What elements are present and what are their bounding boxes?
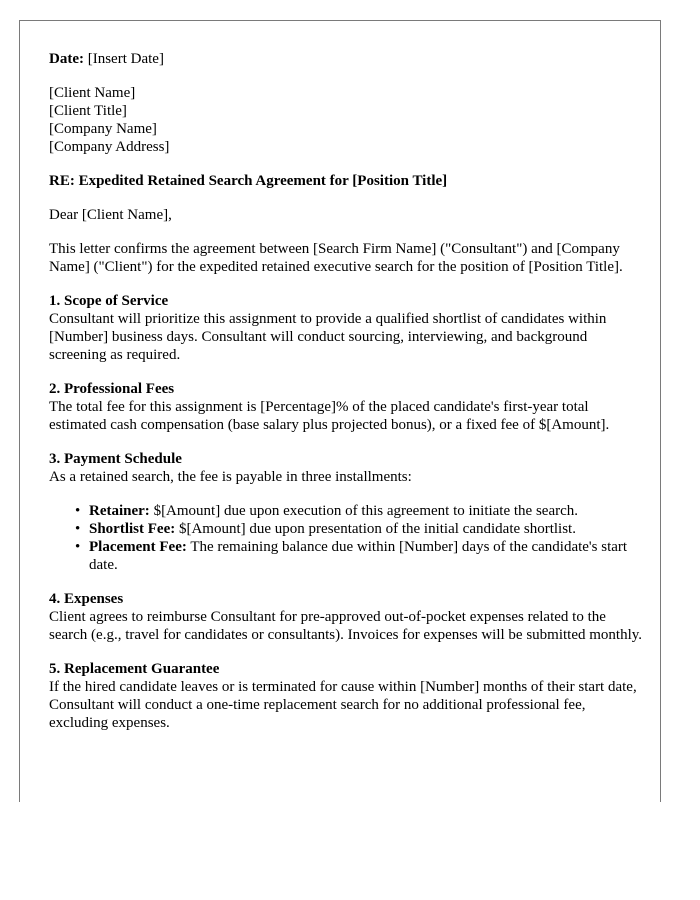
bullet-icon: • — [75, 521, 81, 537]
address-line-client-name: [Client Name] — [49, 85, 136, 101]
section-scope-of-service — [49, 292, 644, 364]
installment-list — [49, 502, 644, 574]
section-title: 5. Replacement Guarantee — [49, 661, 220, 677]
installment-text: $[Amount] due upon presentation of the initial candidate shortlist. — [175, 521, 576, 537]
section-body: The total fee for this assignment is [Percentage]% of the placed candidate's first-year total estimated cash compensation (base salary plus projected bonus), or a fixed fee of $[Amount]. — [49, 399, 610, 433]
section-replacement-guarantee — [49, 660, 644, 732]
intro-paragraph: This letter confirms the agreement between [Search Firm Name] ("Consultant") and [Company Name] ("Client") for the expedited retained executive search for the position of [Position Title]. — [49, 241, 623, 275]
list-item-retainer — [75, 502, 644, 520]
installment-term: Placement Fee: — [89, 539, 187, 555]
section-body: If the hired candidate leaves or is terminated for cause within [Number] months of their start date, Consultant will conduct a one-time replacement search for no additional professional fee, excluding expenses. — [49, 679, 637, 731]
address-line-company-address: [Company Address] — [49, 139, 170, 155]
list-item-shortlist-fee — [75, 520, 644, 538]
salutation: Dear [Client Name], — [49, 207, 172, 223]
section-title: 3. Payment Schedule — [49, 451, 182, 467]
installment-text: The remaining balance due within [Number] days of the candidate's start date. — [89, 539, 628, 573]
address-line-client-title: [Client Title] — [49, 103, 127, 119]
section-expenses — [49, 590, 644, 644]
section-body: Consultant will prioritize this assignment to provide a qualified shortlist of candidates within [Number] business days. Consultant will conduct sourcing, interviewing, and background screening as required. — [49, 311, 607, 363]
section-payment-schedule — [49, 450, 644, 574]
letter-page — [19, 20, 661, 802]
bullet-icon: • — [75, 539, 81, 555]
recipient-address — [49, 84, 644, 156]
section-body: Client agrees to reimburse Consultant for pre-approved out-of-pocket expenses related to the search (e.g., travel for candidates or consultants). Invoices for expenses will be submitted monthly. — [49, 609, 643, 643]
installment-term: Shortlist Fee: — [89, 521, 176, 537]
letter-content — [49, 50, 644, 732]
list-item-placement-fee — [75, 538, 644, 574]
address-line-company-name: [Company Name] — [49, 121, 157, 137]
date-label: Date: — [49, 51, 84, 67]
bullet-icon: • — [75, 503, 81, 519]
subject-line: RE: Expedited Retained Search Agreement for [Position Title] — [49, 173, 448, 189]
section-title: 1. Scope of Service — [49, 293, 169, 309]
installment-text: $[Amount] due upon execution of this agreement to initiate the search. — [149, 503, 579, 519]
installment-term: Retainer: — [89, 503, 150, 519]
section-title: 4. Expenses — [49, 591, 124, 607]
date-line — [49, 50, 644, 68]
section-title: 2. Professional Fees — [49, 381, 175, 397]
date-value: [Insert Date] — [87, 51, 164, 67]
section-body: As a retained search, the fee is payable in three installments: — [49, 469, 412, 485]
section-professional-fees — [49, 380, 644, 434]
